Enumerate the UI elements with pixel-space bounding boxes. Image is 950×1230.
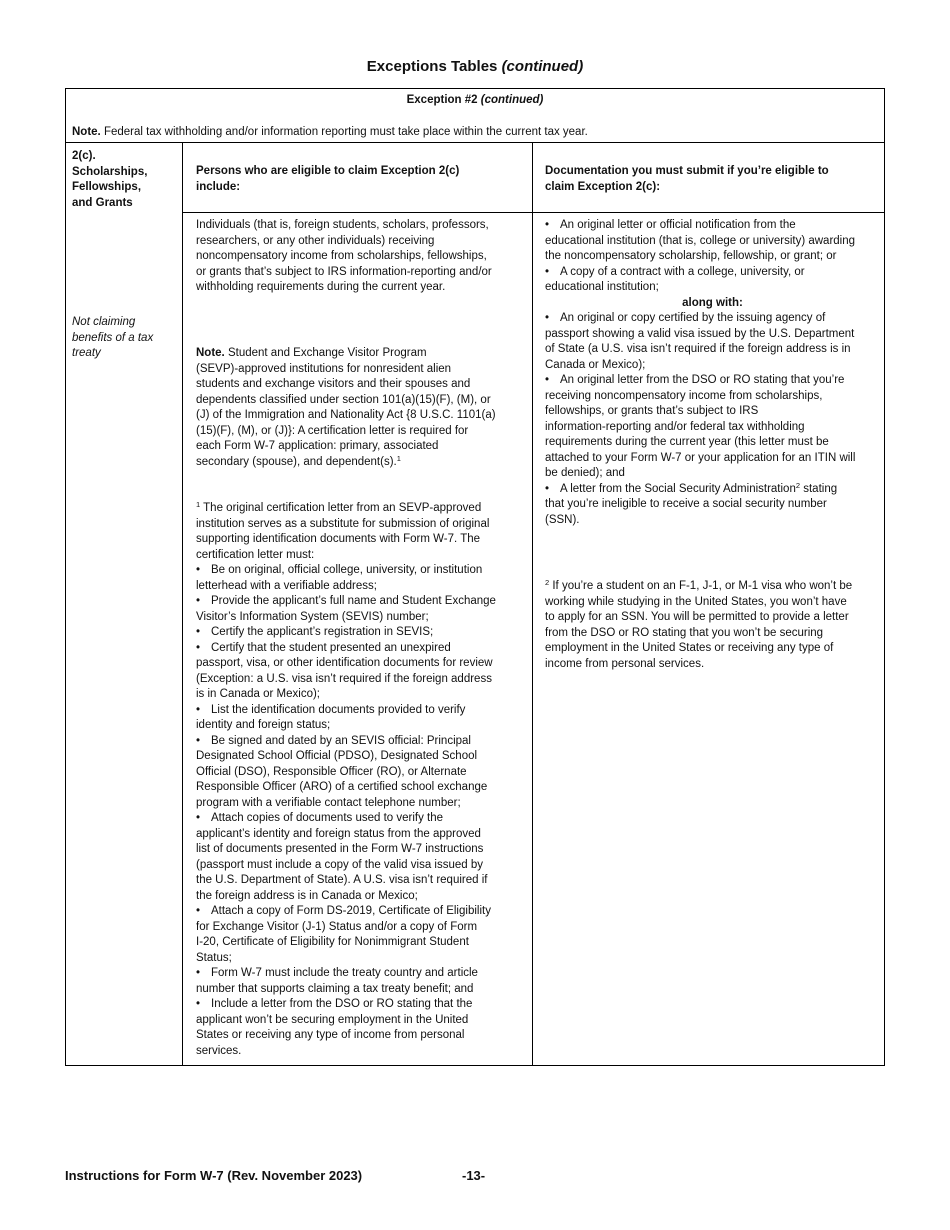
ssa-letter-after: stating [800,482,838,495]
eligible-persons-heading [196,164,521,195]
documentation-item-continued [545,404,880,420]
certification-requirement-continued [196,765,526,781]
sevp-note-line: (SEVP)-approved institutions for nonresident alien [196,362,452,375]
eligible-persons-intro [196,218,526,296]
documentation-item [545,265,880,281]
certification-requirements-list [196,563,526,1059]
certification-requirement-continued [196,1044,526,1060]
documentation-item-continued [545,342,880,358]
certification-requirement-continued [196,873,526,889]
sevp-note-last-line [196,455,526,471]
heading-line: Persons who are eligible to claim Exception 2(c) [196,165,460,177]
footnote-2-line: from the DSO or RO stating that you won’t be securing [545,626,824,639]
bullet-text: the U.S. Department of State). A U.S. visa isn’t required if [196,874,488,886]
exception-heading [66,94,884,106]
documentation-item-continued [545,327,880,343]
certification-requirement-continued [196,718,526,734]
certification-requirement [196,641,526,657]
footnote-1-line: institution serves as a substitute for submission of original [196,517,490,530]
documentation-list-a [545,218,880,296]
bullet-text: States or receiving any type of income from personal [196,1029,465,1041]
footer-form-title: Instructions for Form W-7 (Rev. November 2023) [65,1168,363,1183]
bullet-icon: • [196,564,201,576]
certification-requirement [196,904,526,920]
bullet-text: Status; [196,951,232,964]
documentation-item-continued [545,435,880,451]
header-note-text: Federal tax withholding and/or information reporting must take place within the current tax year. [103,126,588,138]
bullet-text: A copy of a contract with a college, university, or [560,265,805,278]
bullet-text: requirements during the current year (this letter must be [545,436,829,448]
intro-line: or grants that’s subject to IRS information-reporting and/or [196,265,492,278]
bullet-icon: • [196,703,201,716]
footnote-2-line: working while studying in the United States, you won’t have [545,595,847,608]
certification-requirement [196,966,526,982]
bullet-icon: • [545,219,550,231]
footnote-2-line: employment in the United States or receiving any type of [545,642,834,654]
ssa-letter-text: A letter from the Social Security Administration [560,482,796,495]
documentation-column [533,143,884,1065]
bullet-text: receiving noncompensatory income from scholarships, [545,389,823,402]
certification-requirement-continued [196,579,526,595]
bullet-text: Certify that the student presented an unexpired [211,641,451,654]
header-note-label: Note. [72,126,101,138]
treaty-note-line: Not claiming [72,316,136,328]
footnote-1-line: certification letter must: [196,548,315,561]
certification-requirement [196,563,526,579]
footnote-2-first-line [545,579,880,595]
bullet-text: Designated School Official (PDSO), Designated School [196,750,478,762]
bullet-text: An original letter or official notification from the [560,219,796,231]
footnote-2-marker: 2 [545,578,550,587]
documentation-item [545,373,880,389]
subheader-divider [183,212,884,213]
documentation-item [545,311,880,327]
footnote-2-line: income from personal services. [545,657,705,670]
heading-line: Documentation you must submit if you’re eligible to [545,165,829,177]
certification-requirement-continued [196,951,526,967]
exceptions-table [65,88,885,1066]
bullet-icon: • [196,812,201,824]
sevp-note [196,346,526,470]
documentation-item-continued [545,249,880,265]
intro-line: Individuals (that is, foreign students, scholars, professors, [196,219,489,231]
certification-requirement [196,811,526,827]
bullet-text: attached to your Form W-7 or your application for an ITIN will [545,451,856,464]
footnote-1-line: supporting identification documents with Form W-7. The [196,533,481,545]
certification-requirement-continued [196,982,526,998]
page-title [0,58,950,75]
ssa-letter-first-line [545,482,880,498]
eligible-persons-column [183,143,533,1065]
footnote-1-first-text: The original certification letter from an SEVP-approved [200,502,482,514]
sevp-note-line: each Form W-7 application: primary, associated [196,440,439,452]
treaty-note-line: benefits of a tax [72,331,154,344]
bullet-text: (Exception: a U.S. visa isn’t required if the foreign address [196,672,492,685]
bullet-text: Certify the applicant’s registration in SEVIS; [211,626,434,638]
category-line: Scholarships, [72,165,148,178]
bullet-text: An original or copy certified by the issuing agency of [560,312,826,324]
certification-requirement [196,594,526,610]
bullet-text: of State (a U.S. visa isn’t required if the foreign address is in [545,343,851,355]
documentation-item-continued [545,280,880,296]
bullet-text: program with a verifiable contact telephone number; [196,796,461,809]
sevp-note-line: dependents classified under section 101(a)(15)(F), (M), or [196,393,491,406]
bullet-text: Be on original, official college, university, or institution [211,564,483,576]
bullet-text: number that supports claiming a tax treaty benefit; and [196,982,474,995]
ssa-letter-line: that you’re ineligible to receive a social security number [545,498,827,510]
treaty-note-line: treaty [72,347,101,359]
footnote-ref-1: 1 [396,453,401,463]
bullet-text: Visitor’s Information System (SEVIS) number; [196,610,429,623]
bullet-icon: • [545,312,550,324]
bullet-text: fellowships, or grants that’s subject to IRS [545,405,759,417]
bullet-text: Attach copies of documents used to verify the [211,812,444,824]
sevp-note-line: students and exchange visitors and their spouses and [196,378,471,390]
documentation-list [545,218,880,528]
documentation-heading [545,164,875,195]
certification-requirement-continued [196,780,526,796]
exception-heading-suffix: (continued) [480,94,544,106]
bullet-icon: • [196,734,201,747]
bullet-text: An original letter from the DSO or RO stating that you’re [560,374,845,386]
certification-requirement-continued [196,656,526,672]
certification-requirement-continued [196,842,526,858]
footnote-1-first-line [196,501,526,517]
bullet-text: be denied); and [545,467,625,479]
footnote-ref-2: 2 [795,480,801,490]
bullet-text: the noncompensatory scholarship, fellowship, or grant; or [545,250,837,262]
footnote-1-marker: 1 [196,500,201,509]
bullet-icon: • [196,595,201,607]
ssa-letter-line: (SSN). [545,513,580,526]
bullet-text: (passport must include a copy of the valid visa issued by [196,858,484,871]
bullet-icon: • [196,998,201,1010]
bullet-text: I-20, Certificate of Eligibility for Nonimmigrant Student [196,936,469,948]
intro-line: withholding requirements during the current year. [196,281,446,293]
bullet-text: services. [196,1044,242,1057]
bullet-icon: • [196,626,201,638]
category-line: Fellowships, [72,181,142,193]
page-title-text: Exceptions Tables [366,58,498,75]
bullet-text: information-reporting and/or federal tax withholding [545,420,805,433]
sevp-note-last-text: secondary (spouse), and dependent(s). [196,455,397,468]
sevp-note-line: (J) of the Immigration and Nationality Act {8 U.S.C. 1101(a) [196,409,496,421]
exception-heading-text: Exception #2 [406,94,478,106]
bullet-text: educational institution; [545,281,659,293]
certification-requirement [196,997,526,1013]
table-header [66,89,884,143]
bullet-text: identity and foreign status; [196,719,331,731]
bullet-text: Provide the applicant’s full name and Student Exchange [211,595,496,607]
bullet-text: letterhead with a verifiable address; [196,579,377,592]
intro-line: noncompensatory income from scholarships, fellowships, [196,250,487,262]
certification-requirement-continued [196,920,526,936]
certification-requirement-continued [196,1013,526,1029]
bullet-text: List the identification documents provided to verify [211,703,466,716]
certification-requirement-continued [196,1028,526,1044]
certification-requirement-continued [196,796,526,812]
certification-requirement-continued [196,749,526,765]
category-treaty-note [72,315,180,362]
bullet-text: Form W-7 must include the treaty country and article [211,967,478,979]
bullet-text: list of documents presented in the Form W-7 instructions [196,843,484,855]
bullet-text: for Exchange Visitor (J-1) Status and/or a copy of Form [196,920,478,933]
documentation-item-continued [545,451,880,467]
certification-requirement [196,625,526,641]
bullet-text: the foreign address is in Canada or Mexico; [196,889,418,902]
category-line: 2(c). [72,150,96,162]
category-column [66,143,183,1065]
bullet-text: Include a letter from the DSO or RO stating that the [211,998,473,1010]
documentation-item-continued [545,358,880,374]
bullet-text: educational institution (that is, college or university) awarding [545,234,856,247]
bullet-text: passport, visa, or other identification documents for review [196,657,493,669]
certification-requirement-continued [196,672,526,688]
heading-line: claim Exception 2(c): [545,180,661,193]
certification-requirement-continued [196,827,526,843]
footnote-2 [545,579,880,672]
documentation-item-continued [545,466,880,482]
documentation-item [545,218,880,234]
bullet-icon: • [545,482,550,495]
heading-line: include: [196,180,241,193]
documentation-item-continued [545,234,880,250]
bullet-text: applicant won’t be securing employment in the United [196,1013,469,1026]
bullet-icon: • [196,967,201,979]
bullet-text: Attach a copy of Form DS-2019, Certificate of Eligibility [211,905,491,917]
page-title-suffix: (continued) [501,58,584,75]
certification-requirement-continued [196,610,526,626]
certification-requirement-continued [196,889,526,905]
bullet-text: Official (DSO), Responsible Officer (RO), or Alternate [196,765,467,778]
bullet-text: applicant’s identity and foreign status from the approved [196,827,481,840]
bullet-text: Responsible Officer (ARO) of a certified school exchange [196,781,488,793]
bullet-icon: • [196,905,201,917]
bullet-text: Be signed and dated by an SEVIS official: Principal [211,734,471,747]
intro-line: researchers, or any other individuals) receiving [196,234,435,247]
footnote-1 [196,501,526,1059]
bullet-text: is in Canada or Mexico); [196,688,320,700]
sevp-note-first-line [196,346,526,362]
footnote-2-first-text: If you’re a student on an F-1, J-1, or M-1 visa who won’t be [549,580,853,592]
sevp-note-first-text: Student and Exchange Visitor Program [227,347,427,359]
certification-requirement-continued [196,687,526,703]
sevp-note-line: (15)(F), (M), or (J)}: A certification letter is required for [196,424,469,437]
bullet-text: passport showing a valid visa issued by the U.S. Department [545,327,855,340]
certification-requirement [196,734,526,750]
bullet-icon: • [545,265,550,278]
footer-page-number: -13- [462,1168,486,1183]
category-label [72,149,180,211]
footnote-2-line: to apply for an SSN. You will be permitted to provide a letter [545,611,849,623]
bullet-icon: • [196,641,201,654]
header-note [72,126,588,138]
bullet-icon: • [545,374,550,386]
documentation-item-continued [545,420,880,436]
documentation-list-b [545,311,880,482]
category-line: and Grants [72,196,133,209]
documentation-item-continued [545,389,880,405]
certification-requirement-continued [196,935,526,951]
certification-requirement-continued [196,858,526,874]
along-with-label: along with: [682,296,743,309]
sevp-note-label: Note. [196,347,225,359]
certification-requirement [196,703,526,719]
bullet-text: Canada or Mexico); [545,358,646,371]
